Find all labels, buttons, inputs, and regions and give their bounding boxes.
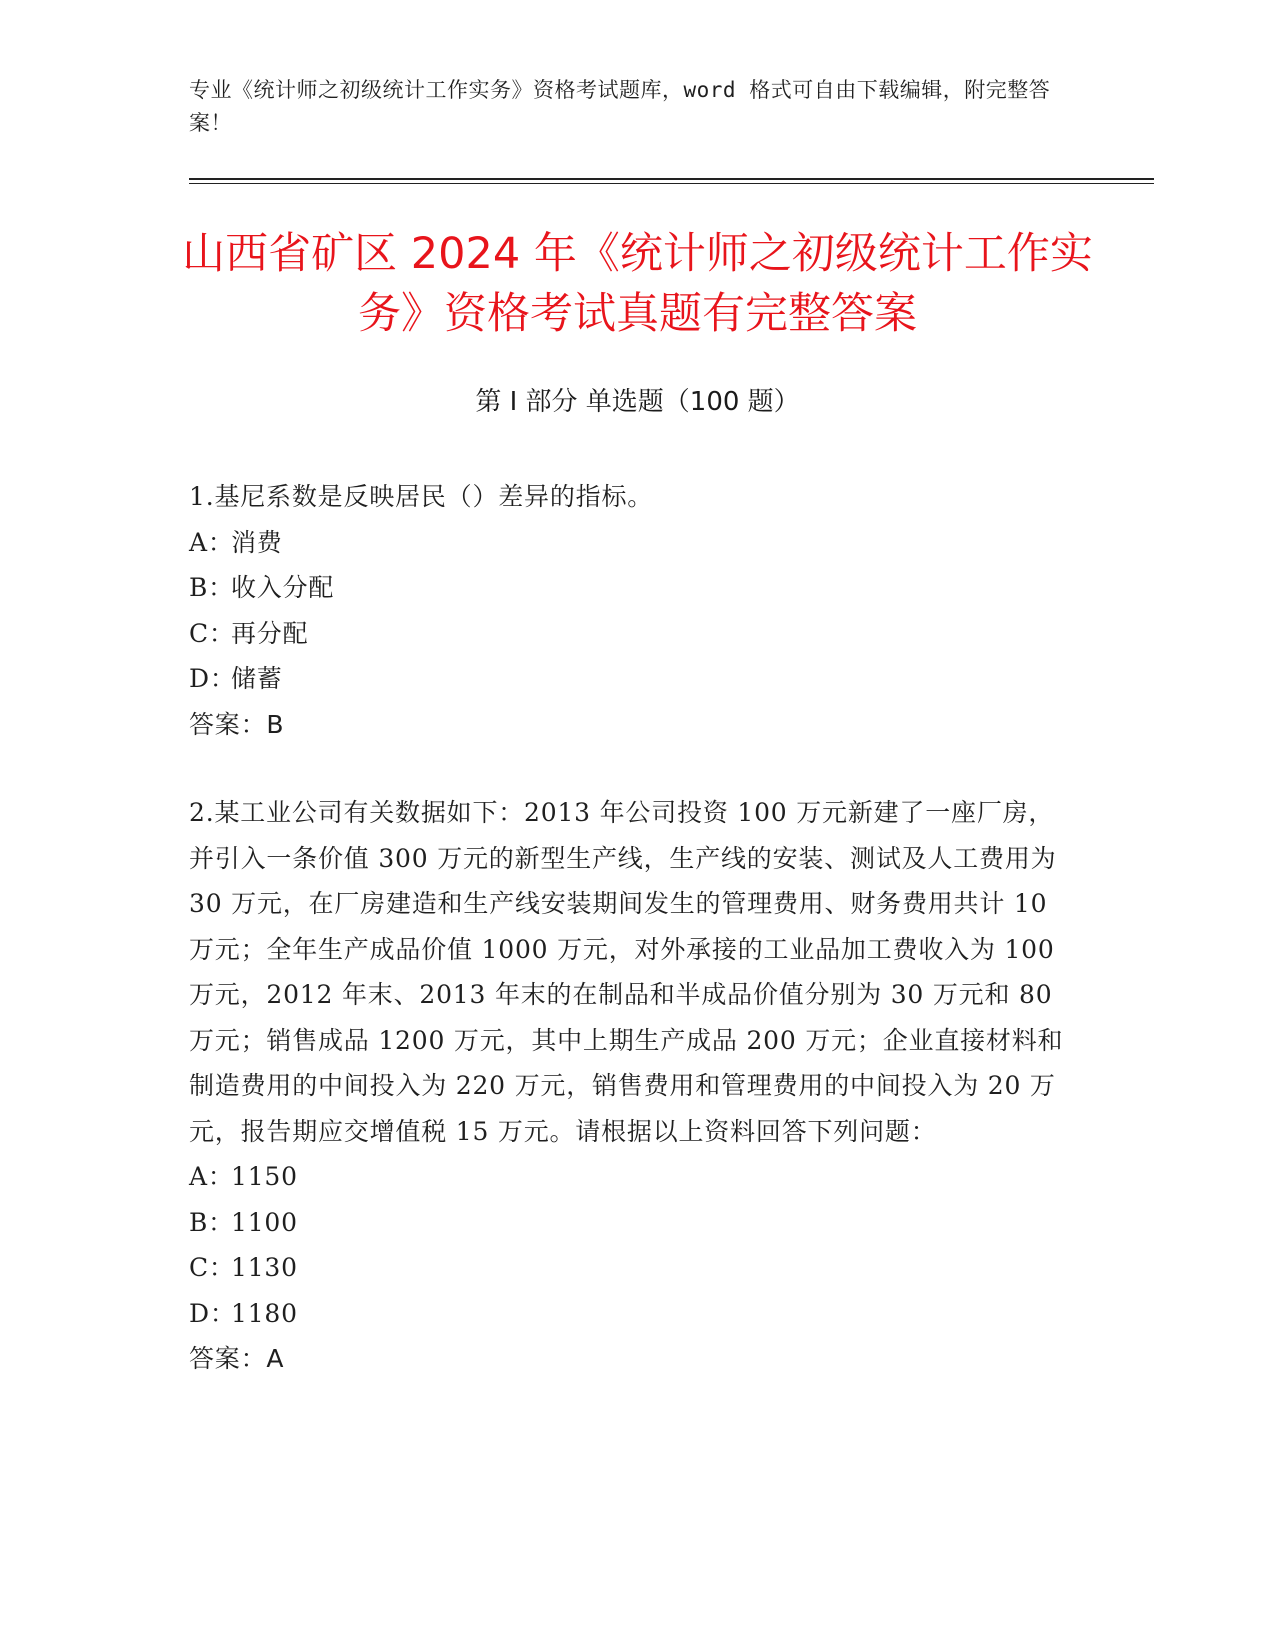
option-text: 1150 (231, 1162, 298, 1191)
option-b (189, 565, 1079, 611)
option-key: B： (189, 1207, 234, 1237)
section-heading: 第 I 部分 单选题（100 题） (475, 387, 800, 417)
option-key: C： (189, 618, 235, 648)
question-stem: 2.某工业公司有关数据如下：2013 年公司投资 100 万元新建了一座厂房，并引入一条价值 300 万元的新型生产线，生产线的安装、测试及人工费用为 30 万元，在厂房建造和生产线安装期间发生的管理费用、财务费用共计 10 万元；全年生产成品价值 1000 万元，对外承接的工业品加工费收入为 100 万元，2012 年末、2013 年末的在制品和半成品价值分别为 30 万元和 80 万元；销售成品 1200 万元，其中上期生产成品 200 万元；企业直接材料和制造费用的中间投入为 220 万元，销售费用和管理费用的中间投入为 20 万元，报告期应交增值税 15 万元。请根据以上资料回答下列问题： (189, 798, 1064, 1146)
option-text: 1180 (231, 1298, 298, 1328)
option-a (189, 1154, 1079, 1200)
option-text: 1130 (231, 1253, 298, 1282)
question-stem: 1.基尼系数是反映居民（）差异的指标。 (189, 482, 654, 511)
option-c (189, 1245, 1079, 1291)
document-title: 山西省矿区 2024 年《统计师之初级统计工作实务》资格考试真题有完整答案 (182, 229, 1093, 339)
option-key: C： (189, 1253, 235, 1282)
option-b (189, 1200, 1079, 1246)
question-2 (189, 790, 1079, 1382)
option-text: 消费 (231, 527, 283, 557)
option-text: 收入分配 (231, 573, 335, 602)
option-a (189, 520, 1079, 566)
option-d (189, 656, 1079, 702)
header-divider-thick (189, 178, 1154, 180)
question-1 (189, 474, 1079, 747)
option-d (189, 1291, 1079, 1337)
header-divider-thin (189, 183, 1154, 184)
option-key: D： (189, 1298, 236, 1328)
option-key: D： (189, 664, 236, 693)
option-text: 1100 (231, 1207, 298, 1237)
answer: 答案：B (189, 709, 285, 739)
option-c (189, 611, 1079, 657)
option-key: B： (189, 573, 234, 602)
option-key: A： (189, 1162, 234, 1191)
answer: 答案：A (189, 1344, 285, 1373)
option-text: 储蓄 (231, 664, 283, 693)
header-note: 专业《统计师之初级统计工作实务》资格考试题库，word 格式可自由下载编辑，附完整答案！ (189, 78, 1051, 135)
option-text: 再分配 (231, 618, 309, 648)
option-key: A： (189, 527, 234, 557)
